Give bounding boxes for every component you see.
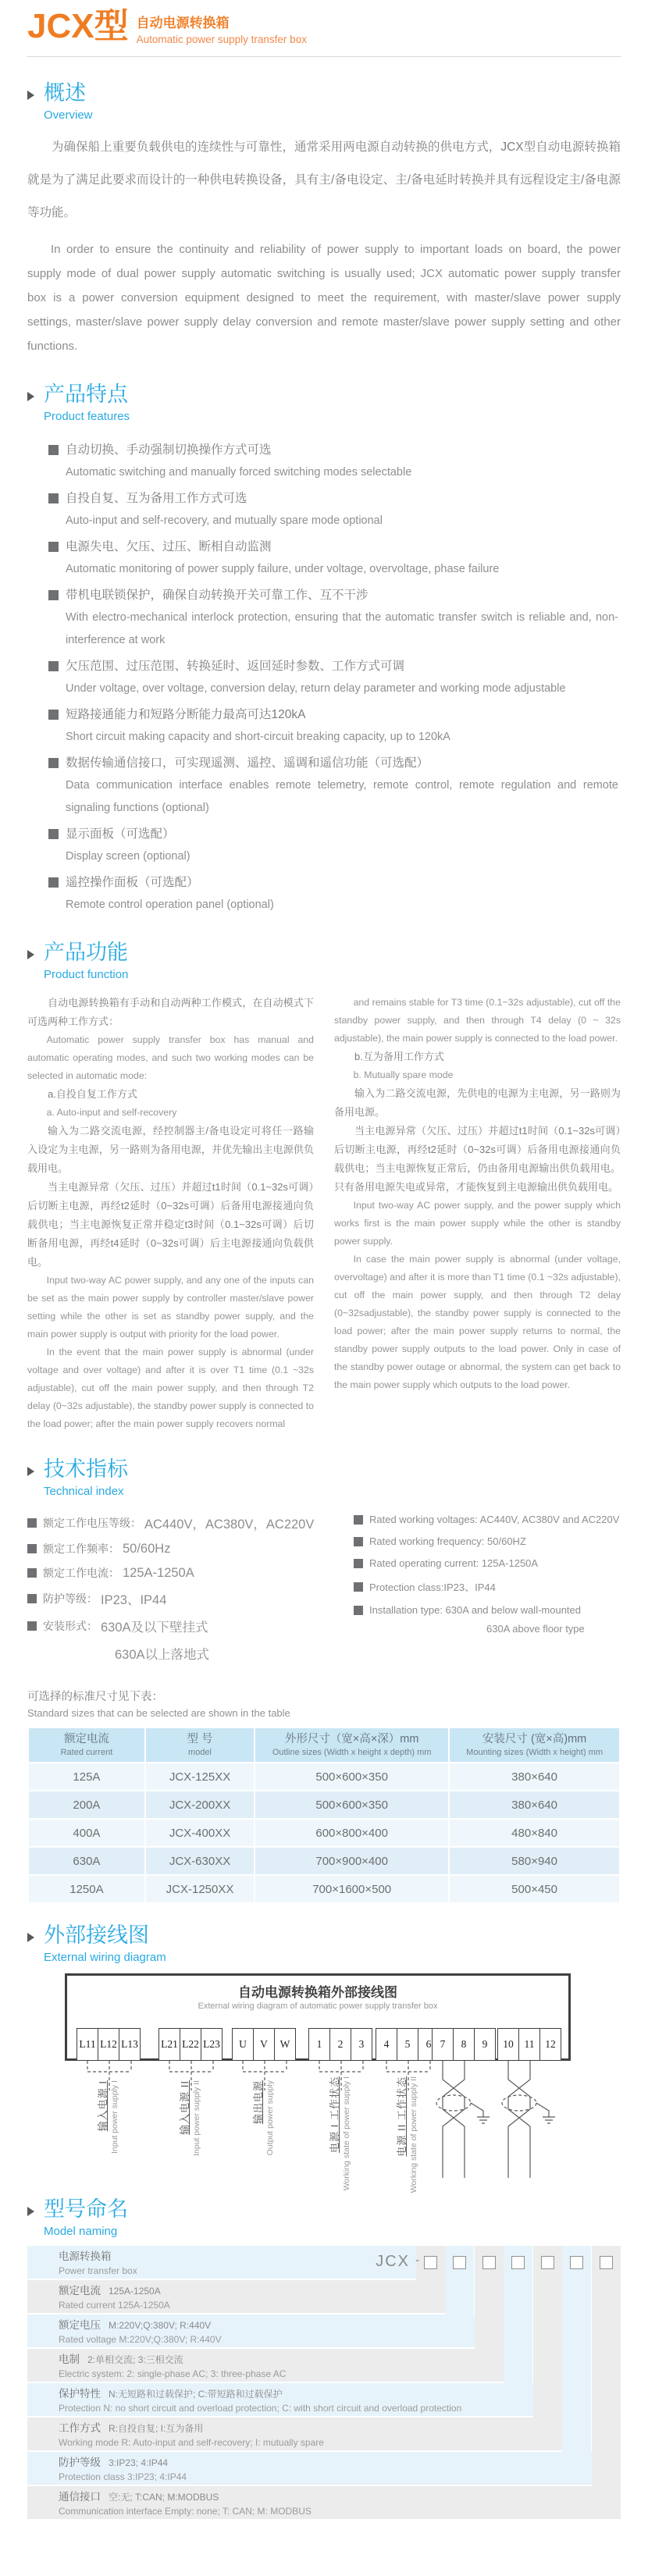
code-box-icon <box>482 2256 496 2269</box>
function-paragraph: b. Mutually spare mode <box>353 1069 454 1080</box>
function-heading <box>27 940 621 983</box>
feature-zh: 带机电联锁保护，确保自动转换开关可靠工作、互不干涉 <box>66 589 369 602</box>
tech-item-en: Protection class:IP23、IP44 <box>354 1579 621 1594</box>
terminal: 7 <box>432 2028 454 2061</box>
terminal: U <box>232 2028 254 2061</box>
terminal-group-input1 <box>77 2028 140 2061</box>
square-bullet-icon <box>48 493 59 503</box>
model-naming-ladder <box>27 2246 621 2521</box>
function-paragraph: 输入为二路交流电源，经控制器主/备电设定可将任一路输入设定为主电源，另一路则为备用电源，并优先输出主电源供负载用电。 <box>27 1125 314 1174</box>
naming-row: 通信接口 空:无; T:CAN; M:MODBUS Communication interface Empty: none; T: CAN; M: MODBUS <box>27 2486 621 2519</box>
square-bullet-icon <box>48 758 59 768</box>
function-left-column <box>27 994 314 1433</box>
terminal: 5 <box>397 2028 418 2061</box>
terminal: 1 <box>308 2028 330 2061</box>
tech-item: 安装形式： 630A及以下壁挂式 <box>27 1617 354 1635</box>
function-paragraph: a.自投自复工作方式 <box>48 1088 137 1100</box>
code-box-icon <box>600 2256 613 2269</box>
function-paragraph: 输入为二路交流电源，先供电的电源为主电源，另一路则为备用电源。 <box>334 1087 621 1118</box>
feature-zh: 遥控操作面板（可选配） <box>66 876 199 889</box>
terminal: 12 <box>539 2028 561 2061</box>
table-note-zh: 可选择的标准尺寸见下表： <box>27 1691 163 1703</box>
wiring-box-title-en: External wiring diagram of automatic power supply transfer box <box>198 2001 438 2011</box>
table-cell: 480×840 <box>450 1820 619 1846</box>
square-bullet-icon <box>27 1544 37 1553</box>
section-technical <box>27 1457 621 1904</box>
model-prefix: JCX <box>376 2253 410 2270</box>
size-table-header-row <box>29 1728 619 1762</box>
terminal-group-state2 <box>376 2028 439 2061</box>
model-dash: - <box>415 2254 420 2267</box>
square-bullet-icon <box>48 710 59 720</box>
table-cell: JCX-630XX <box>146 1848 254 1874</box>
naming-row: 电制 2:单相交流; 3:三相交流 Electric system: 2: single-phase AC; 3: three-phase AC <box>27 2349 504 2382</box>
function-paragraph: b.互为备用工作方式 <box>354 1051 444 1062</box>
table-cell: 125A <box>29 1763 144 1790</box>
tech-item-en: Rated working frequency: 50/60HZ <box>354 1535 621 1547</box>
table-cell: JCX-1250XX <box>146 1876 254 1902</box>
section-wiring <box>27 1923 621 1966</box>
feature-item <box>48 487 621 532</box>
tech-item-en: Rated operating current: 125A-1250A <box>354 1557 621 1569</box>
table-row <box>29 1791 619 1818</box>
square-bullet-icon <box>354 1582 363 1592</box>
technical-left <box>27 1514 354 1670</box>
features-heading-zh: 产品特点 <box>44 382 128 406</box>
page-subtitle-en: Automatic power supply transfer box <box>136 34 307 45</box>
features-heading <box>27 382 621 425</box>
function-paragraph: Input two-way AC power supply, and any one of the inputs can be set as the main power supply by controller master/slave power setting while the other is set as standby power supply, and the main power supply is output with priority for the load power. <box>27 1275 314 1340</box>
table-row <box>29 1876 619 1902</box>
wiring-label-input1: 输入电源 I Input power supply I <box>97 2080 119 2154</box>
feature-item <box>48 703 621 749</box>
triangle-bullet-icon <box>27 1467 34 1476</box>
feature-en: Automatic switching and manually forced switching modes selectable <box>66 466 412 479</box>
size-table-header: 型 号 model <box>146 1728 254 1762</box>
function-heading-zh: 产品功能 <box>44 941 128 964</box>
table-cell: JCX-200XX <box>146 1791 254 1818</box>
code-box-icon <box>424 2256 437 2269</box>
wiring-diagram <box>27 1973 621 2192</box>
feature-zh: 数据传输通信接口，可实现遥测、遥控、遥调和遥信功能（可选配） <box>66 756 429 770</box>
naming-heading <box>27 2197 621 2240</box>
feature-en: With electro-mechanical interlock protection, ensuring that the automatic transfer switch is reliable and, non-interference at work <box>66 611 618 646</box>
header-divider <box>27 56 621 57</box>
terminal: 11 <box>518 2028 540 2061</box>
page-title: JCX型 <box>27 7 129 45</box>
features-heading-en: Product features <box>44 410 130 423</box>
terminal: 9 <box>474 2028 496 2061</box>
terminal-group-rs485 <box>497 2028 561 2061</box>
feature-en: Automatic monitoring of power supply failure, under voltage, overvoltage, phase failure <box>66 563 500 575</box>
function-paragraph: In the event that the main power supply is abnormal (under voltage and over voltage) and after it is over T1 time (0.1 ~32s adjustable), cut off the main power supply, and then through T2 delay (0~32s adjustable), the standby power supply is connected to the load power; after the main power supply recovers normal <box>27 1347 314 1429</box>
function-paragraph: 当主电源异常（欠压、过压）并超过t1时间（0.1~32s可调）后切断主电源，再经t2延时（0~32s可调）后备用电源接通向负载供电；当主电源恢复正常后，仍由备用电源输出供负载用电。只有备用电源失电或异常，才能恢复到主电源输出供负载用电。 <box>334 1125 621 1193</box>
square-bullet-icon <box>27 1594 37 1603</box>
square-bullet-icon <box>354 1515 363 1525</box>
terminal: 3 <box>351 2028 372 2061</box>
table-cell: 500×600×350 <box>255 1791 448 1818</box>
feature-zh: 自动切换、手动强制切换操作方式可选 <box>66 443 272 457</box>
code-box-icon <box>570 2256 583 2269</box>
table-cell: JCX-125XX <box>146 1763 254 1790</box>
table-row <box>29 1848 619 1874</box>
size-table <box>27 1727 621 1904</box>
square-bullet-icon <box>48 829 59 839</box>
function-paragraph: a. Auto-input and self-recovery <box>46 1107 177 1118</box>
section-function <box>27 940 621 1433</box>
table-cell: 700×1600×500 <box>255 1876 448 1902</box>
wiring-label-state1: 电源 I 工作状态 Working state of power supply I <box>329 2076 351 2191</box>
function-paragraph: Input two-way AC power supply, and the power supply which works first is the main power supply while the other is standby power supply. <box>334 1200 621 1247</box>
terminal-group-state1 <box>308 2028 372 2061</box>
table-cell: 580×940 <box>450 1848 619 1874</box>
table-cell: 380×640 <box>450 1763 619 1790</box>
table-cell: 600×800×400 <box>255 1820 448 1846</box>
wiring-label-state2: 电源 II 工作状态 Working state of power supply II <box>396 2076 418 2194</box>
terminal: L11 <box>77 2028 98 2061</box>
square-bullet-icon <box>27 1518 37 1528</box>
table-cell: 400A <box>29 1820 144 1846</box>
overview-heading-zh: 概述 <box>44 81 86 105</box>
page-subtitle <box>137 9 307 45</box>
table-row <box>29 1763 619 1790</box>
overview-paragraph-en: In order to ensure the continuity and reliability of power supply to important loads on board, the power supply mode of dual power supply automatic switching is usually used; JCX automatic power supply transfer box is a power conversion equipment designed to meet the requirement, with master/slave power supply settings, master/slave power supply delay conversion and remote master/slave power supply setting and other functions. <box>27 243 621 353</box>
naming-heading-zh: 型号命名 <box>44 2197 128 2221</box>
naming-row: 工作方式 R:自投自复; I:互为备用 Working mode R: Auto-input and self-recovery; I: mutually spare <box>27 2418 562 2450</box>
section-features <box>27 382 621 916</box>
table-note-en: Standard sizes that can be selected are shown in the table <box>27 1707 290 1719</box>
feature-item <box>48 439 621 484</box>
square-bullet-icon <box>48 661 59 671</box>
page-header <box>27 9 621 45</box>
wiring-box-title-zh: 自动电源转换箱外部接线图 <box>238 1985 397 2000</box>
feature-zh: 欠压范围、过压范围、转换延时、返回延时参数、工作方式可调 <box>66 660 405 673</box>
function-paragraph: 当主电源异常（欠压、过压）并超过t1时间（0.1~32s可调）后切断主电源，再经t2延时（0~32s可调）后备用电源接通向负载供电；当主电源恢复正常并稳定t3时间（0.1~32s可调）后切断备用电源，再经t4延时（0~32s可调）后主电源接通向负载供电。 <box>27 1181 314 1268</box>
feature-en: Remote control operation panel (optional) <box>66 898 274 911</box>
table-cell: 500×600×350 <box>255 1763 448 1790</box>
model-code-row <box>27 2246 621 2280</box>
function-paragraph: and remains stable for T3 time (0.1~32s adjustable), cut off the standby power supply, and then through T4 delay (0 ~ 32s adjustable), the main power supply is connected to the load power. <box>334 997 621 1044</box>
square-bullet-icon <box>48 877 59 888</box>
triangle-bullet-icon <box>27 1933 34 1942</box>
code-strip <box>562 2246 591 2485</box>
naming-heading-en: Model naming <box>44 2225 118 2238</box>
wiring-heading-en: External wiring diagram <box>44 1951 166 1964</box>
table-cell: 500×450 <box>450 1876 619 1902</box>
feature-item <box>48 823 621 868</box>
triangle-bullet-icon <box>27 392 34 401</box>
section-overview <box>27 80 621 358</box>
terminal: L23 <box>201 2028 223 2061</box>
wiring-label-input2: 输入电源 II Input power supply II <box>179 2080 201 2156</box>
terminal-group-input2 <box>158 2028 222 2061</box>
function-paragraph: 自动电源转换箱有手动和自动两种工作模式，在自动模式下可选两种工作方式： <box>27 997 314 1027</box>
naming-row: 防护等级 3:IP23; 4:IP44 Protection class 3:IP23; 4:IP44 <box>27 2452 592 2485</box>
feature-item <box>48 752 621 820</box>
feature-en: Auto-input and self-recovery, and mutually spare mode optional <box>66 514 383 527</box>
technical-heading-en: Technical index <box>44 1485 124 1498</box>
feature-en: Short circuit making capacity and short-circuit breaking capacity, up to 120kA <box>66 731 450 743</box>
size-table-header: 额定电流 Rated current <box>29 1728 144 1762</box>
page-subtitle-zh: 自动电源转换箱 <box>136 16 230 30</box>
triangle-bullet-icon <box>27 950 34 959</box>
square-bullet-icon <box>354 1559 363 1568</box>
tech-item-line2: 630A以上落地式 <box>115 1648 210 1662</box>
square-bullet-icon <box>27 1568 37 1578</box>
feature-item <box>48 535 621 581</box>
terminal: V <box>253 2028 275 2061</box>
table-cell: JCX-400XX <box>146 1820 254 1846</box>
terminal: L13 <box>119 2028 141 2061</box>
terminal-group-can <box>432 2028 495 2061</box>
function-heading-en: Product function <box>44 968 129 981</box>
table-cell: 1250A <box>29 1876 144 1902</box>
terminal: 6 <box>418 2028 440 2061</box>
feature-zh: 自投自复、互为备用工作方式可选 <box>66 492 247 505</box>
square-bullet-icon <box>48 590 59 600</box>
terminal: 10 <box>497 2028 519 2061</box>
triangle-bullet-icon <box>27 2207 34 2216</box>
technical-heading-zh: 技术指标 <box>44 1457 128 1481</box>
terminal: 2 <box>329 2028 351 2061</box>
tech-item-en: Rated working voltages: AC440V, AC380V and AC220V <box>354 1514 621 1525</box>
tech-item-en: Installation type: 630A and below wall-mounted <box>354 1604 621 1616</box>
features-list <box>48 439 621 916</box>
terminal-group-output <box>232 2028 295 2061</box>
function-columns <box>27 994 621 1433</box>
code-strip <box>592 2246 621 2519</box>
size-table-header: 外形尺寸（宽×高×深）mm Outline sizes (Width x height x depth) mm <box>255 1728 448 1762</box>
function-paragraph: Automatic power supply transfer box has manual and automatic operating modes, and such two working modes can be selected in automatic mode: <box>27 1034 314 1081</box>
size-table-header: 安装尺寸 (宽×高)mm Mounting sizes (Width x height) mm <box>450 1728 619 1762</box>
square-bullet-icon <box>48 542 59 552</box>
wiring-heading-zh: 外部接线图 <box>44 1923 149 1947</box>
table-row <box>29 1820 619 1846</box>
feature-zh: 显示面板（可选配） <box>66 827 175 841</box>
table-cell: 200A <box>29 1791 144 1818</box>
overview-paragraph-zh: 为确保船上重要负载供电的连续性与可靠性，通常采用两电源自动转换的供电方式，JCX型自动电源转换箱就是为了满足此要求而设计的一种供电转换设备，具有主/备电设定、主/备电延时转换并具有远程设定主/备电源等功能。 <box>27 141 621 219</box>
code-box-icon <box>511 2256 525 2269</box>
feature-item <box>48 584 621 652</box>
table-cell: 700×900×400 <box>255 1848 448 1874</box>
square-bullet-icon <box>27 1621 37 1631</box>
function-right-column <box>334 994 621 1433</box>
code-box-icon <box>453 2256 466 2269</box>
feature-en: Under voltage, over voltage, conversion delay, return delay parameter and working mode adjustable <box>66 682 566 695</box>
naming-row: 额定电压 M:220V;Q:380V; R:440V Rated voltage M:220V;Q:380V; R:440V <box>27 2314 475 2347</box>
tech-item: 额定工作电流： 125A-1250A <box>27 1565 354 1581</box>
overview-heading <box>27 80 621 123</box>
wiring-heading <box>27 1923 621 1966</box>
terminal: W <box>274 2028 296 2061</box>
triangle-bullet-icon <box>27 91 34 100</box>
naming-row: 保护特性 N:无短路和过载保护; C:带短路和过载保护 Protection N: no short circuit and overload protection; C: with short circuit and overload protection <box>27 2383 533 2416</box>
feature-item <box>48 655 621 700</box>
technical-right <box>354 1514 621 1670</box>
terminal: L12 <box>98 2028 119 2061</box>
feature-en: Display screen (optional) <box>66 850 190 863</box>
terminal: 8 <box>453 2028 475 2061</box>
table-cell: 380×640 <box>450 1791 619 1818</box>
terminal: 4 <box>376 2028 397 2061</box>
tech-item: 防护等级： IP23、IP44 <box>27 1589 354 1608</box>
tech-item: 额定工作电压等级： AC440V，AC380V，AC220V <box>27 1514 354 1532</box>
table-cell: 630A <box>29 1848 144 1874</box>
feature-en: Data communication interface enables remote telemetry, remote control, remote regulation and remote signaling functions (optional) <box>66 779 618 814</box>
terminal: L21 <box>158 2028 180 2061</box>
section-naming <box>27 2197 621 2240</box>
overview-heading-en: Overview <box>44 109 93 122</box>
technical-columns <box>27 1514 621 1670</box>
terminal: L22 <box>180 2028 201 2061</box>
square-bullet-icon <box>354 1537 363 1546</box>
tech-item: 额定工作频率： 50/60Hz <box>27 1541 354 1557</box>
square-bullet-icon <box>354 1606 363 1615</box>
naming-row: 电源转换箱 Power transfer box <box>27 2246 416 2279</box>
naming-row: 额定电流 125A-1250A Rated current 125A-1250A <box>27 2280 445 2313</box>
code-box-icon <box>541 2256 554 2269</box>
tech-item-en-line2: 630A above floor type <box>486 1623 585 1635</box>
feature-zh: 短路接通能力和短路分断能力最高可达120kA <box>66 708 306 721</box>
feature-zh: 电源失电、欠压、过压、断相自动监测 <box>66 540 272 553</box>
technical-heading <box>27 1457 621 1500</box>
feature-item <box>48 871 621 916</box>
square-bullet-icon <box>48 445 59 455</box>
wiring-label-output: 输出电源 Output power supply <box>252 2080 275 2156</box>
function-paragraph: In case the main power supply is abnormal (under voltage, overvoltage) and after it is more than T1 time (0.1 ~32s adjustable), cut off the main power supply, and then through T2 delay (0~32sadjustable), the standby power supply is connected to the load power; after the main power supply returns to normal, the standby power supply outputs to the load power. Only in case of the standby power outage or abnormal, the system can get back to the main power supply which outputs to the load power. <box>334 1254 621 1390</box>
